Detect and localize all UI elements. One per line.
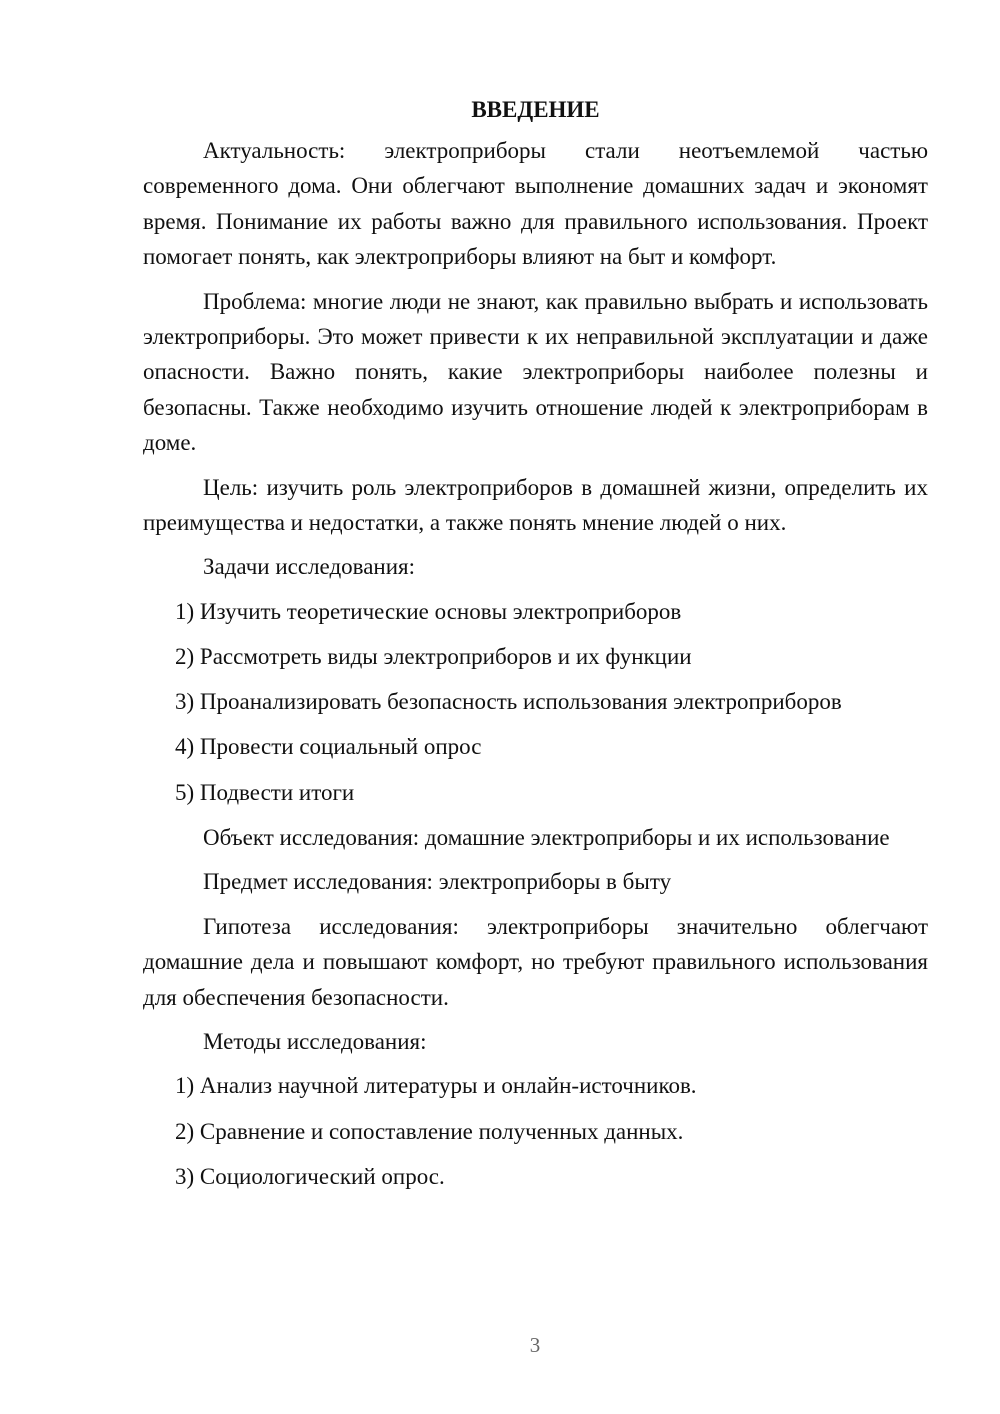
problem-paragraph: Проблема: многие люди не знают, как правильно выбрать и использовать электроприборы. Это может привести к их неправильной эксплуатации и даже опасности. Важно понять, какие электроприборы наиболее полезны и безопасны. Также необходимо изучить отношение людей к электроприборам в доме. [143,288,928,456]
page-title: ВВЕДЕНИЕ [471,97,600,122]
tasks-label: Задачи исследования: [203,554,416,580]
methods-label: Методы исследования: [203,1028,427,1054]
relevance-paragraph: Актуальность: электроприборы стали неотъемлемой частью современного дома. Они облегчают выполнение домашних задач и экономят время. Понимание их работы важно для правильного использования. Проект помогает понять, как электроприборы влияют на быт и комфорт. [143,138,928,270]
document-page [143,92,928,1204]
tasks-list [143,594,928,810]
goal-paragraph: Цель: изучить роль электроприборов в домашней жизни, определить их преимущества и недостатки, а также понять мнение людей о них. [143,474,928,536]
page-number: 3 [529,1333,541,1357]
list-item: 1) Изучить теоретические основы электроприборов [175,598,682,624]
methods-list [143,1068,928,1194]
subject-paragraph: Предмет исследования: электроприборы в быту [203,869,672,895]
list-item: 4) Провести социальный опрос [175,734,482,760]
list-item: 1) Анализ научной литературы и онлайн-источников. [175,1073,697,1099]
list-item: 2) Рассмотреть виды электроприборов и их функции [175,644,692,670]
list-item: 2) Сравнение и сопоставление полученных данных. [175,1118,684,1144]
hypothesis-paragraph: Гипотеза исследования: электроприборы значительно облегчают домашние дела и повышают комфорт, но требуют правильного использования для обеспечения безопасности. [143,913,928,1010]
object-paragraph: Объект исследования: домашние электроприборы и их использование [203,824,890,850]
list-item: 3) Социологический опрос. [175,1163,445,1189]
list-item: 5) Подвести итоги [175,779,355,805]
list-item: 3) Проанализировать безопасность использования электроприборов [175,689,842,715]
